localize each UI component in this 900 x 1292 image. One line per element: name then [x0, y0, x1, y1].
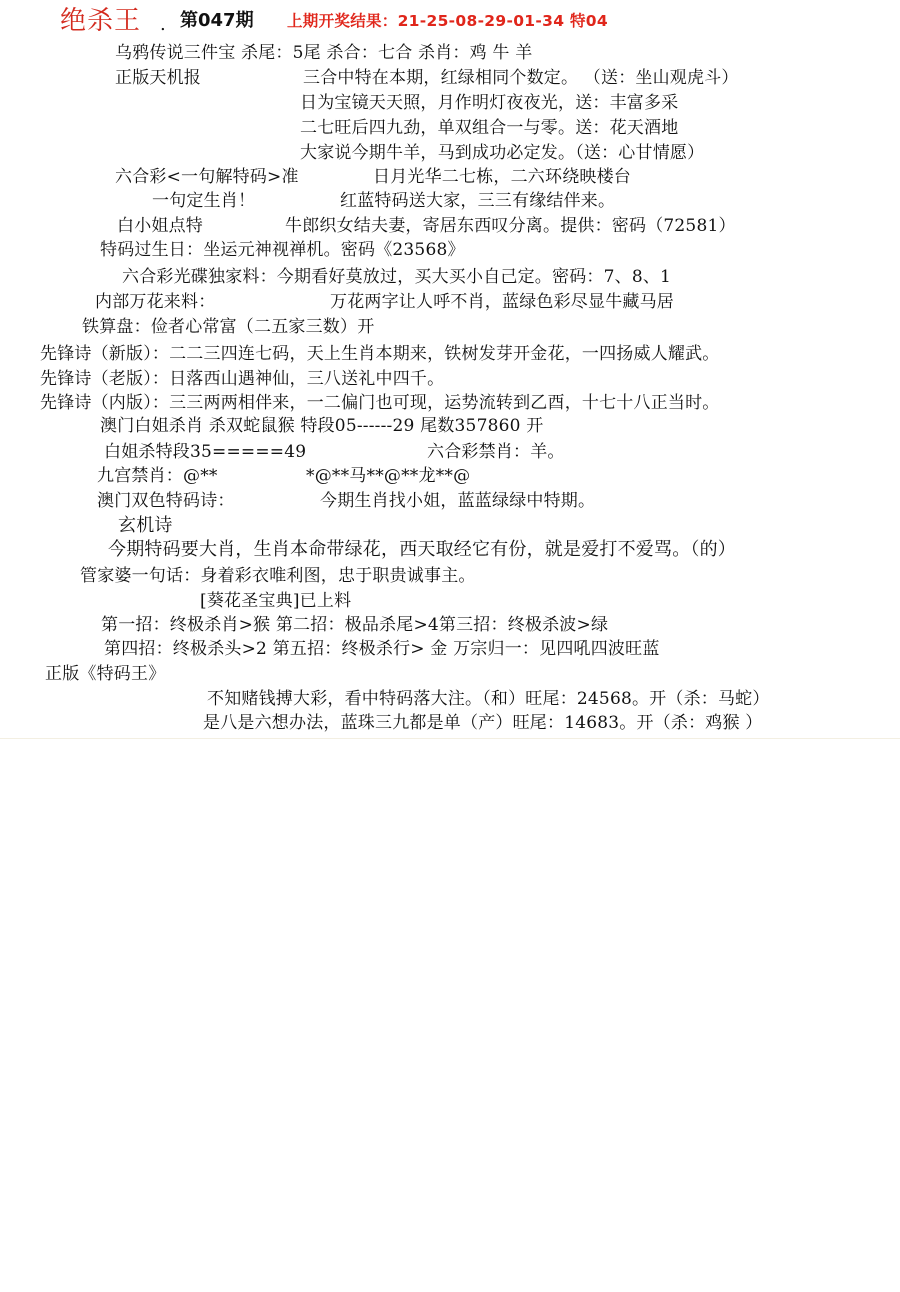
line-xianfeng-old: 先锋诗（老版）：日落西山遇神仙，三八送礼中四千。	[40, 369, 445, 389]
title-dot: .	[160, 14, 166, 35]
line-dingshengxiao-text: 红蓝特码送大家，三三有缘结伴来。	[340, 191, 616, 211]
line-yiju-label: 六合彩<一句解特码>准	[115, 167, 299, 187]
line-wuya: 乌鸦传说三件宝 杀尾：5尾 杀合：七合 杀肖：鸡 牛 羊	[115, 43, 533, 63]
line-jiugong-label: 九宫禁肖：@**	[97, 466, 218, 486]
line-yiju-text: 日月光华二七栋，二六环绕映楼台	[373, 167, 631, 187]
line-riwei: 日为宝镜天天照，月作明灯夜夜光，送：丰富多采	[300, 93, 679, 113]
line-shuangse-text: 今期生肖找小姐，蓝蓝绿绿中特期。	[320, 491, 596, 511]
line-temawang-2: 是八是六想办法，蓝珠三九都是单（产）旺尾：14683。开（杀：鸡猴 ）	[203, 713, 763, 733]
line-temawang-label: 正版《特码王》	[45, 664, 166, 684]
line-guangdie: 六合彩光碟独家料：今期看好莫放过，买大买小自己定。密码：7、8、1	[122, 267, 672, 287]
line-guanjiapo: 管家婆一句话：身着彩衣唯利图，忠于职贵诚事主。	[80, 566, 476, 586]
line-jinxiao-yang: 六合彩禁肖：羊。	[427, 442, 565, 462]
line-tianjibao-text: 三合中特在本期，红绿相同个数定。 （送：坐山观虎斗）	[303, 68, 739, 88]
previous-result: 上期开奖结果：21-25-08-29-01-34 特04	[287, 12, 608, 30]
line-xianfeng-new: 先锋诗（新版）：二二三四连七码，天上生肖本期来，铁树发芽开金花，一四扬威人耀武。	[40, 344, 720, 364]
line-xianfeng-inner: 先锋诗（内版）：三三两两相伴来，一二偏门也可现，运势流转到乙酉，十七十八正当时。	[40, 393, 720, 413]
brand-title: 绝杀王	[60, 6, 142, 36]
line-baixiaojie-text: 牛郎织女结夫妻，寄居东西叹分离。提供：密码（72581）	[285, 216, 736, 236]
line-temashengri: 特码过生日：坐运元神视禅机。密码《23568》	[100, 240, 465, 260]
line-dingshengxiao-label: 一句定生肖！	[152, 191, 256, 211]
line-shuangse-label: 澳门双色特码诗：	[97, 491, 235, 511]
line-tiesuanpan: 铁算盘：俭者心常富（二五家三数）开	[82, 317, 375, 337]
line-jiugong-text: *@**马**@**龙**@	[306, 466, 471, 486]
line-xuanjishi: 玄机诗	[118, 515, 173, 536]
line-dajia: 大家说今期牛羊，马到成功必定发。（送：心甘情愿）	[300, 143, 705, 163]
line-zhao-4-5: 第四招：终极杀头>2 第五招：终极杀行> 金 万宗归一：见四吼四波旺蓝	[104, 639, 660, 659]
line-aomen-baijie: 澳门白姐杀肖 杀双蛇鼠猴 特段05------29 尾数357860 开	[100, 416, 544, 436]
line-wanhua-label: 内部万花来料：	[95, 292, 216, 312]
issue-number: 第047期	[180, 10, 254, 31]
line-baixiaojie-label: 白小姐点特	[117, 216, 203, 236]
line-jinqi-tema: 今期特码要大肖，生肖本命带绿花，西天取经它有份，就是爱打不爱骂。（的）	[108, 539, 736, 560]
line-temawang-1: 不知赌钱搏大彩，看中特码落大注。（和）旺尾：24568。开（杀：马蛇）	[207, 689, 770, 709]
line-baijie-teduan: 白姐杀特段35=====49	[104, 442, 307, 462]
line-kuihua: [葵花圣宝典]已上料	[200, 591, 352, 611]
line-tianjibao-label: 正版天机报	[115, 68, 201, 88]
line-erqi: 二七旺后四九劲，单双组合一与零。送：花天酒地	[300, 118, 679, 138]
line-wanhua-text: 万花两字让人呼不肖，蓝绿色彩尽显牛藏马居	[330, 292, 674, 312]
line-zhao-1-3: 第一招：终极杀肖>猴 第二招：极品杀尾>4第三招：终极杀波>绿	[101, 615, 609, 635]
